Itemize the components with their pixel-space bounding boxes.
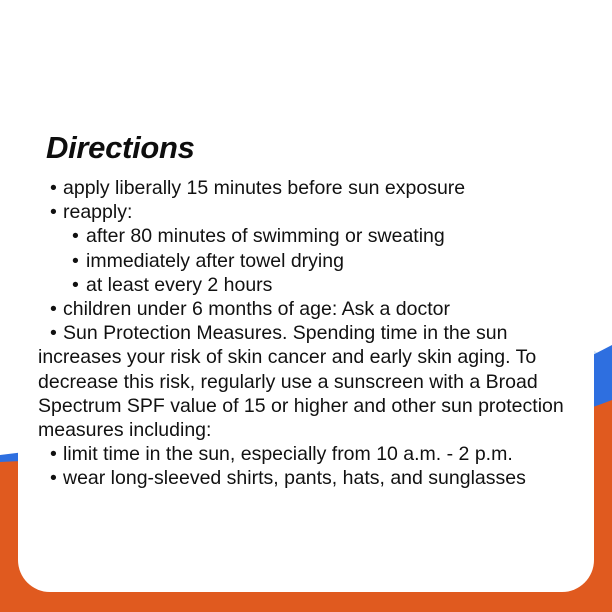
sub-list-item [38,273,594,297]
bullet-icon: • [50,298,57,321]
list-item [38,176,594,200]
bullet-icon: • [72,225,79,248]
bullet-icon: • [50,322,57,345]
item-text: children under 6 months of age: Ask a doctor [63,298,450,321]
list-item [38,200,594,224]
list-item [38,442,594,466]
directions-section [38,128,594,491]
bullet-icon: • [50,467,57,490]
sub-list-item [38,249,594,273]
item-text: limit time in the sun, especially from 10 a.m. - 2 p.m. [63,443,513,466]
item-text: immediately after towel drying [86,249,344,272]
item-text: at least every 2 hours [86,273,273,296]
item-text: wear long-sleeved shirts, pants, hats, and sunglasses [63,467,526,490]
sun-protection-lead: Sun Protection Measures. [63,322,288,345]
sun-protection-paragraph [38,321,590,442]
item-text: reapply: [63,201,133,224]
list-item [38,466,594,490]
list-item [38,297,594,321]
item-text: after 80 minutes of swimming or sweating [86,225,445,248]
sub-list-item [38,224,594,248]
bullet-icon: • [50,201,57,224]
bullet-icon: • [50,177,57,199]
directions-title: Directions [46,130,195,165]
item-text: apply liberally 15 minutes before sun exposure [63,177,466,199]
bullet-icon: • [50,443,57,466]
sun-protection-text: Spending time in the sun increases your risk of skin cancer and early skin aging. To decrease this risk, regularly use a sunscreen with a Broad Spectrum SPF value of 15 or higher and other sun protection measures including: [38,322,564,442]
bullet-icon: • [72,273,79,296]
bullet-icon: • [72,249,79,272]
